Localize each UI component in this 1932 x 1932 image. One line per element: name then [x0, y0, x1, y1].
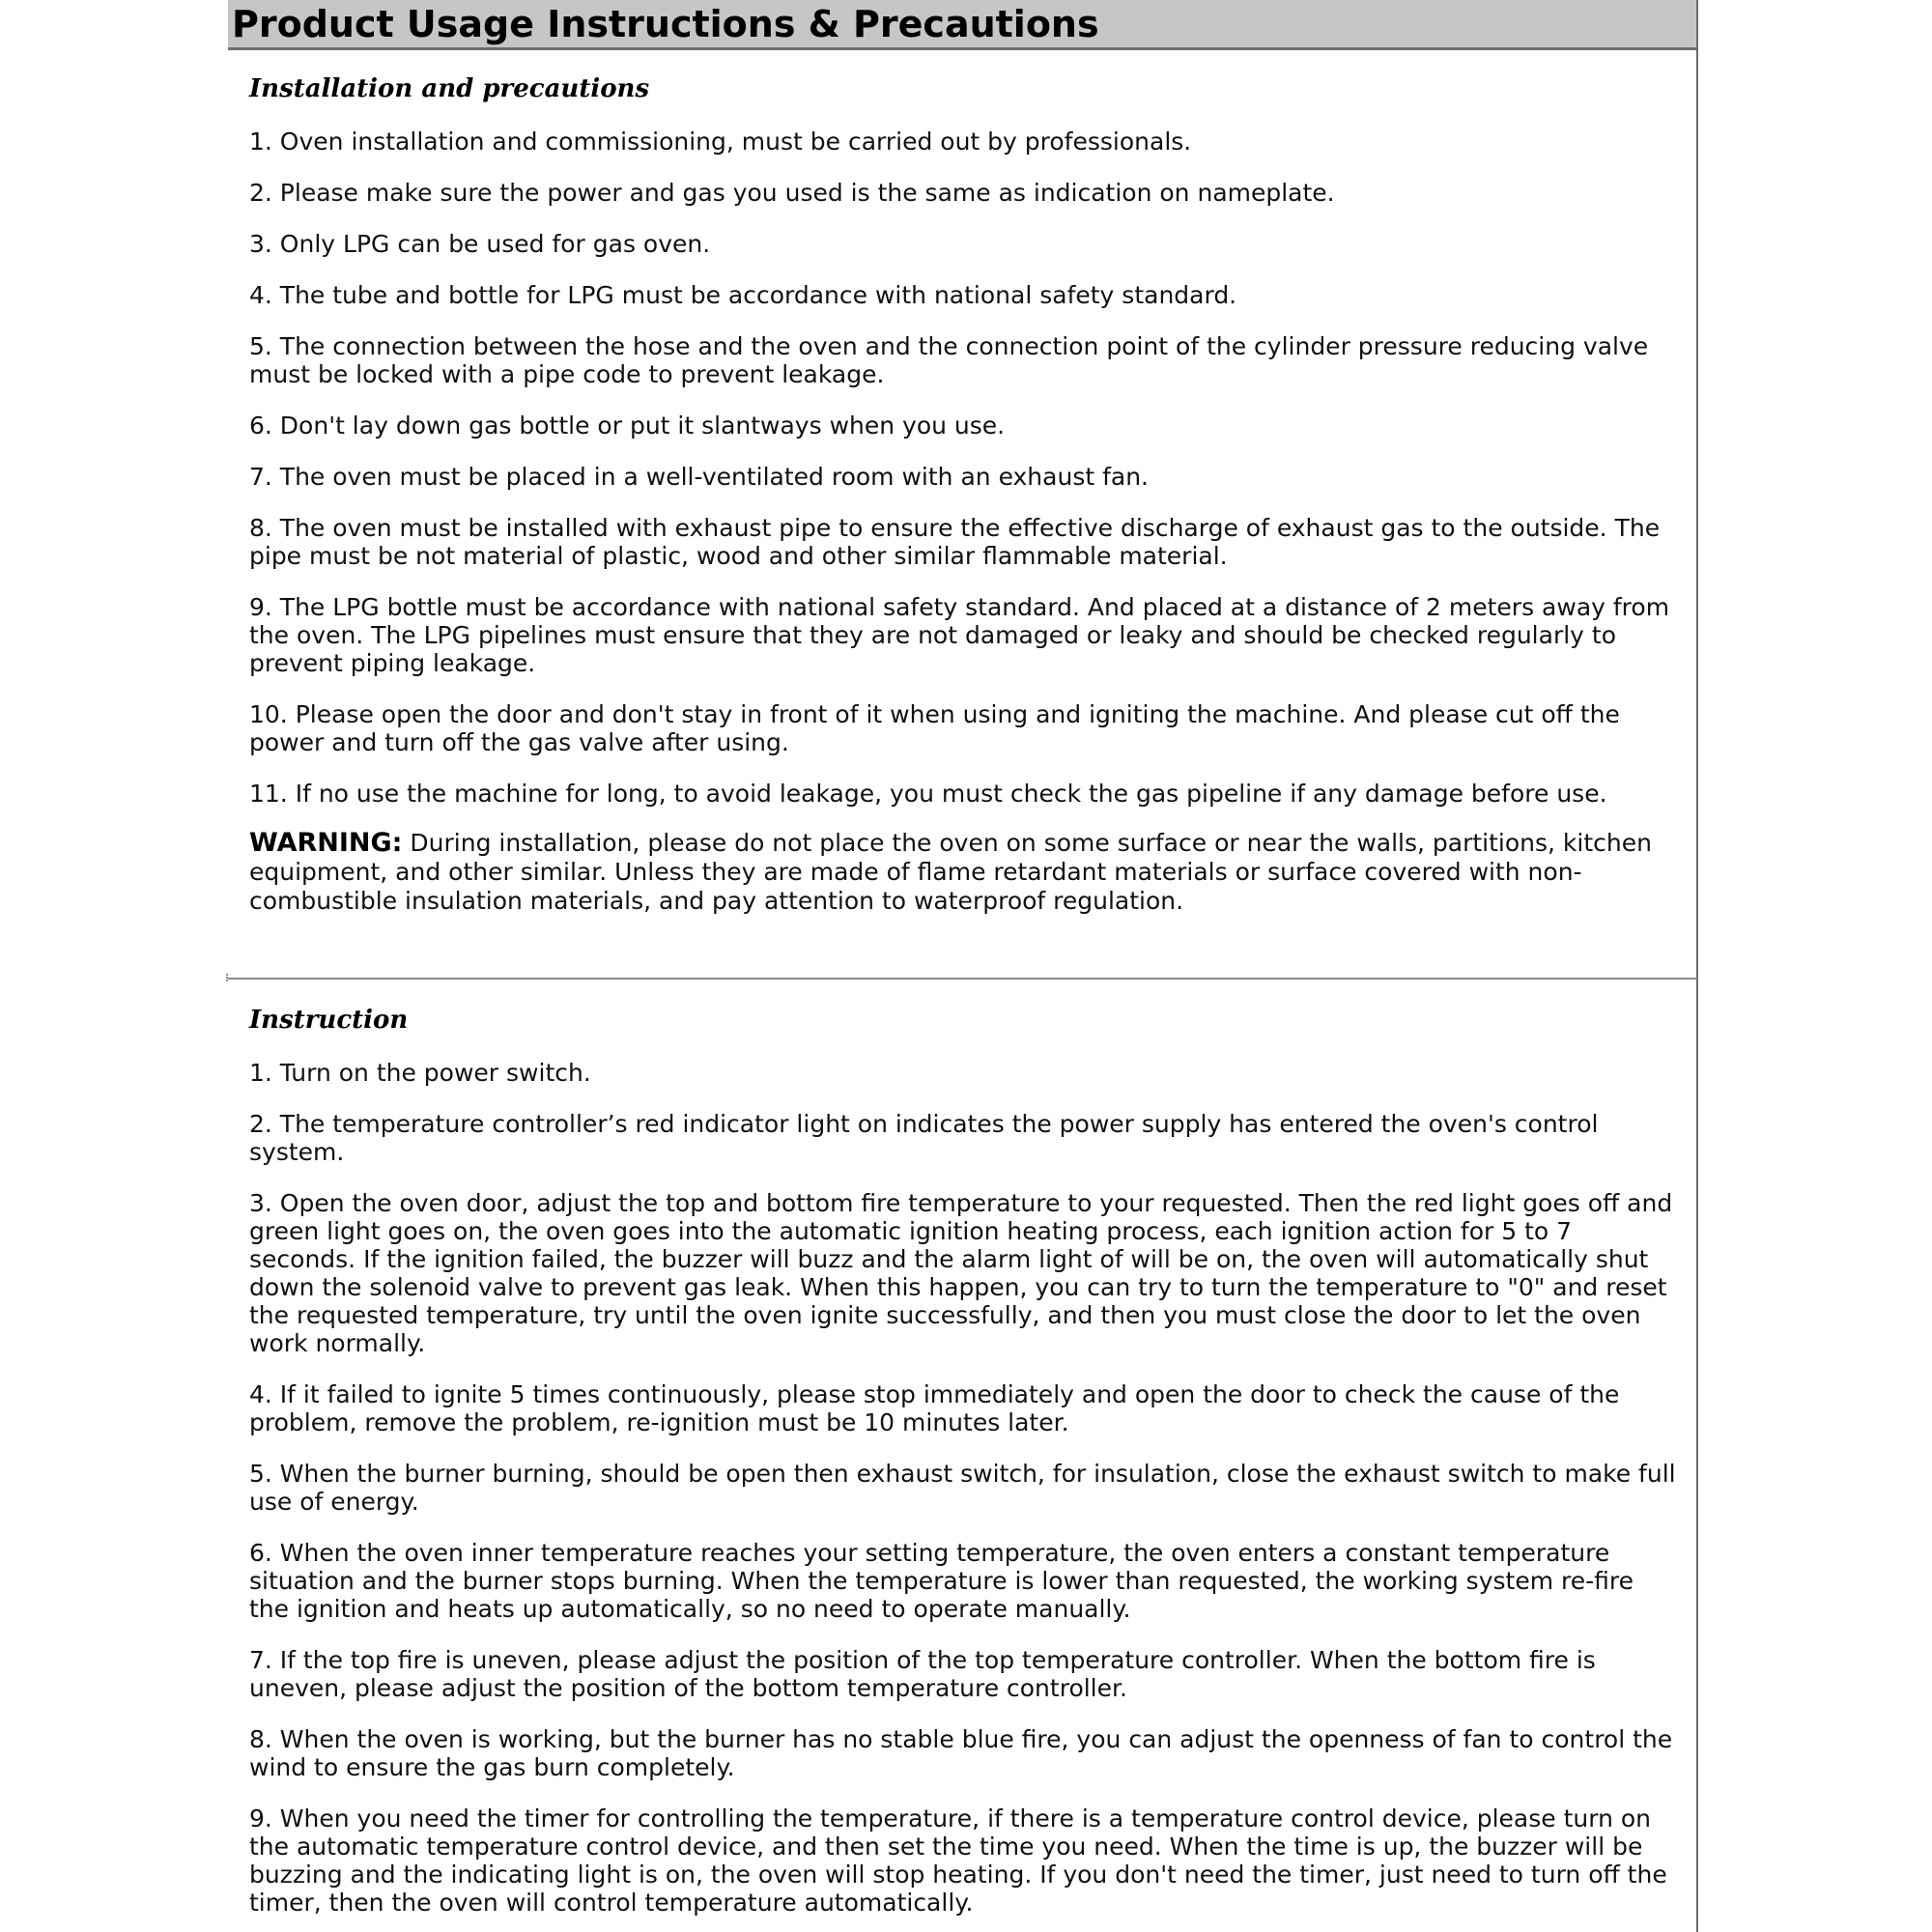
- title-bar: [228, 0, 1696, 50]
- warning-text: During installation, please do not place the oven on some surface or near the walls, partitions, kitchen equipment, and other similar. Unless they are made of flame retardant materials or surface covered with non-combustible insulation materials, and pay attention to waterproof regulation.: [249, 829, 1652, 915]
- list-item: 8. When the oven is working, but the burner has no stable blue fire, you can adjust the openness of fan to control the wind to ensure the gas burn completely.: [249, 1725, 1673, 1781]
- installation-list: [249, 128, 1679, 808]
- list-item: 10. Please open the door and don't stay in front of it when using and igniting the machine. And please cut off the power and turn off the gas valve after using.: [249, 700, 1620, 756]
- list-item: 11. If no use the machine for long, to avoid leakage, you must check the gas pipeline if any damage before use.: [249, 780, 1607, 808]
- list-item: 5. The connection between the hose and the oven and the connection point of the cylinder pressure reducing valve must be locked with a pipe code to prevent leakage.: [249, 332, 1649, 388]
- list-item: 1. Turn on the power switch.: [249, 1059, 591, 1087]
- list-item: 4. The tube and bottle for LPG must be accordance with national safety standard.: [249, 281, 1237, 309]
- instruction-heading: Instruction: [249, 1006, 409, 1035]
- list-item: 4. If it failed to ignite 5 times continuously, please stop immediately and open the door to check the cause of the problem, remove the problem, re-ignition must be 10 minutes later.: [249, 1380, 1620, 1436]
- list-item: 1. Oven installation and commissioning, must be carried out by professionals.: [249, 128, 1192, 156]
- list-item: 6. Don't lay down gas bottle or put it slantways when you use.: [249, 412, 1006, 440]
- warning-label: WARNING:: [249, 828, 403, 858]
- document-panel: [228, 0, 1698, 1932]
- installation-heading: Installation and precautions: [249, 74, 650, 103]
- section-divider: [228, 978, 1696, 980]
- warning-paragraph: [249, 829, 1679, 916]
- list-item: 2. The temperature controller’s red indicator light on indicates the power supply has entered the oven's control system.: [249, 1110, 1599, 1166]
- list-item: 3. Open the oven door, adjust the top and bottom fire temperature to your requested. Then the red light goes off and green light goes on, the oven goes into the automatic ignition heating process, each ignition action for 5 to 7 seconds. If the ignition failed, the buzzer will buzz and the alarm light of will be on, the oven will automatically shut down the solenoid valve to prevent gas leak. When this happen, you can try to turn the temperature to "0" and reset the requested temperature, try until the oven ignite successfully, and then you must close the door to let the oven work normally.: [249, 1189, 1673, 1357]
- list-item: 5. When the burner burning, should be open then exhaust switch, for insulation, close the exhaust switch to make full use of energy.: [249, 1460, 1676, 1516]
- page-title: Product Usage Instructions & Precautions: [232, 3, 1099, 45]
- list-item: 7. The oven must be placed in a well-ventilated room with an exhaust fan.: [249, 463, 1150, 491]
- list-item: 2. Please make sure the power and gas you used is the same as indication on nameplate.: [249, 179, 1335, 207]
- list-item: 9. When you need the timer for controlling the temperature, if there is a temperature control device, please turn on the automatic temperature control device, and then set the time you need. When the time is up, the buzzer will be buzzing and the indicating light is on, the oven will stop heating. If you don't need the timer, just need to turn off the timer, then the oven will control temperature automatically.: [249, 1804, 1667, 1917]
- instruction-section: [249, 1005, 1679, 1917]
- installation-section: [249, 73, 1679, 940]
- list-item: 9. The LPG bottle must be accordance with national safety standard. And placed at a distance of 2 meters away from the oven. The LPG pipelines must ensure that they are not damaged or leaky and should be checked regularly to prevent piping leakage.: [249, 593, 1670, 677]
- instruction-list: [249, 1059, 1679, 1917]
- list-item: 3. Only LPG can be used for gas oven.: [249, 230, 711, 258]
- list-item: 7. If the top fire is uneven, please adjust the position of the top temperature controller. When the bottom fire is uneven, please adjust the position of the bottom temperature controller.: [249, 1646, 1596, 1702]
- list-item: 6. When the oven inner temperature reaches your setting temperature, the oven enters a constant temperature situation and the burner stops burning. When the temperature is lower than requested, the working system re-fire the ignition and heats up automatically, so no need to operate manually.: [249, 1539, 1634, 1623]
- list-item: 8. The oven must be installed with exhaust pipe to ensure the effective discharge of exhaust gas to the outside. The pipe must be not material of plastic, wood and other similar flammable material.: [249, 514, 1661, 570]
